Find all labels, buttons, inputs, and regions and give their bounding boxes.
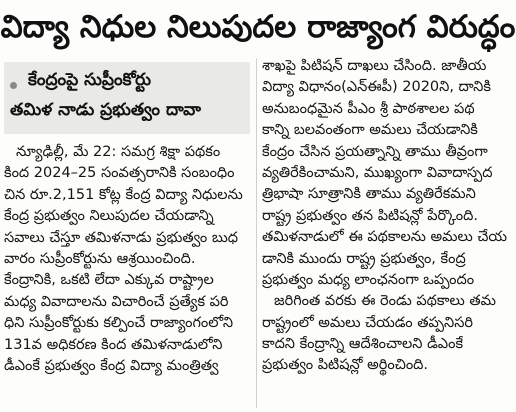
article-line: మధ్య వివాదాలను విచారించే ప్రత్యేక పరి [4,293,229,310]
article-line: వ్యతిరేకించామని, ముఖ్యంగా వివాదాస్పద [262,164,493,181]
headline: విద్యా నిధుల నిలుపుదల రాజ్యాంగ విరుద్ధం [0,9,516,45]
article-line: చిన రూ.2,151 కోట్ల కేంద్ర విద్యా నిధులను [4,186,243,203]
article-line: కేంద్ర ప్రభుత్వం నిలుపుదల చేయడాన్ని [4,208,214,225]
article-line: కింద 2024–25 సంవత్సరానికి సంబంధిం [4,165,235,182]
article-line: ధిని సుప్రీంకోర్టుకు కల్పించే రాజ్యాంగంలోని [4,315,234,332]
article-line: డానికి ముందు రాష్ట్ర ప్రభుత్వం, కేంద్ర [262,250,466,267]
column-divider [256,58,257,408]
article-line: కాదని కేంద్రాన్ని ఆదేశించాలని డీఎంకే [262,336,464,353]
article-column-left [4,142,250,377]
article-line: అనుబంధమైన పీఎం శ్రీ పాఠశాలల పథ [262,100,475,117]
bullet-icon [10,82,17,89]
subheading-line-2: తమిళ నాడు ప్రభుత్వం దావా [10,100,201,120]
article-line: కేంద్రానికి, ఒకటి లేదా ఎక్కువ రాష్ట్రాల [4,272,214,289]
article-line: డీఎంకే ప్రభుత్వం కేంద్ర విద్యా మంత్రిత్వ [4,357,219,374]
article-line: త్రిభాషా సూత్రానికి తాము వ్యతిరేకమని [262,186,476,203]
article-line: వారం సుప్రీంకోర్టును ఆశ్రయించింది. [4,250,196,267]
article-line: రాష్ట్ర ప్రభుత్వం తన పిటిషన్లో పేర్కొంది. [262,207,478,224]
article-line: సవాలు చేస్తూ తమిళనాడు ప్రభుత్వం బుధ [4,229,238,246]
article-line: 131వ అధికరణ కింద తమిళనాడులోని [4,336,223,353]
article-line: న్యూఢిల్లీ, మే 22: సమగ్ర శిక్షా పథకం [16,144,221,160]
article-line: కేంద్రం చేసిన ప్రయత్నాన్ని తాము తీవ్రంగా [262,143,488,160]
article-line: ప్రభుత్వం పిటిషన్లో అర్థించింది. [262,357,429,374]
article-line: శాఖపై పిటిషన్ దాఖలు చేసింది. జాతీయ [262,58,487,74]
article-line: జరిగింత వరకు ఈ రెండు పథకాలు తమ [274,293,496,310]
article-line: తమిళనాడులో ఈ పథకాలను అమలు చేయ [262,229,508,246]
article-line: కాన్ని బలవంతంగా అమలు చేయడానికి [262,122,478,139]
article-line: విద్యా విధానం(ఎన్ఈపీ) 2020ని, దానికి [262,79,491,96]
article-line: ప్రభుత్వం మధ్య లాంఛనంగా ఒప్పందం [262,271,475,288]
subheading-line-1: కేంద్రంపై సుప్రీంకోర్టు [28,70,152,90]
article-column-right [262,56,512,377]
article-line: రాష్ట్రంలో అమలు చేయడం తప్పనిసరి [262,314,474,331]
